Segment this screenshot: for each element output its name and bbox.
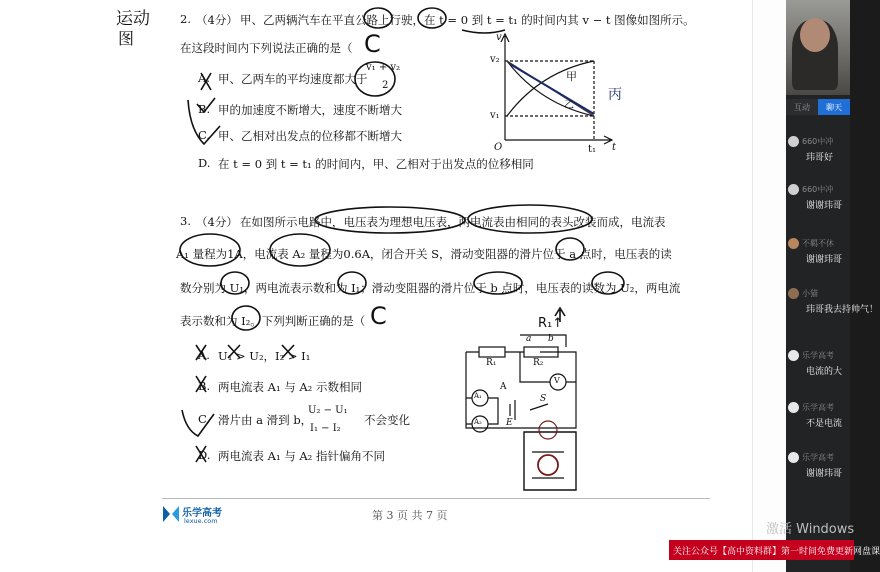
q3-check-c [182,410,214,436]
graph-v1-label: v₁ [490,110,500,121]
chat-text: 玮哥好 [806,153,834,163]
windows-activation-watermark: 激活 Windows [766,522,855,537]
circuit-a-top-label: A [500,382,507,392]
footer-page-number: 第 3 页 共 7 页 [372,509,448,522]
q3-points: （4分） [196,215,238,229]
tab-chat[interactable]: 聊天 [818,99,850,115]
graph-origin-label: O [494,142,503,153]
q2-mark-b [197,98,215,112]
q3-circle-b-point [474,272,522,294]
q3-cross-a [196,345,206,360]
avatar [788,136,799,147]
gutter-strip [752,0,787,572]
graph-jia-label: 甲 [566,70,577,83]
q3-circle-a1-range [180,234,240,266]
chat-username: 小猫 [802,289,818,298]
circuit-v-label: V [554,376,560,385]
q3-cross-b [196,376,206,392]
q2-option-c-label: C. [198,128,211,142]
chat-message [788,238,850,265]
circuit-a-label: a [526,334,532,344]
chat-message [788,452,850,479]
chat-text: 谢谢玮哥 [806,469,843,479]
q3-number: 3. [180,214,191,228]
ammeter-parallel [466,398,498,424]
q3-stem-line-3: 数分别为 U₁，两电流表示数和为 I₁；滑动变阻器的滑片位于 b 点时，电压表的读数为 U₂，两电流 [180,281,681,295]
q2-option-a-formula-numerator: v₁ + v₂ [366,62,401,73]
q3-circle-same-head [468,205,592,233]
q3-cross-i [282,345,294,358]
graph-t-axis-label: t [612,142,617,153]
q3-cross-u [228,345,240,358]
graph-yi-label: 乙 [564,100,574,111]
tab-interaction[interactable]: 互动 [786,99,818,115]
graph-v2-label: v₂ [490,54,500,65]
chat-message [788,136,850,163]
live-class-panel [786,0,879,572]
chat-message [788,184,850,211]
q3-stem-line-1: 在如图所示电路中，电压表为理想电压表，两电流表由相同的表头改装而成，电流表 [240,215,666,229]
q3-option-c-label: C. [198,412,211,426]
circuit-e-label: E [506,418,513,428]
chat-username: 乐学高考 [802,453,834,462]
q3-circuit-diagram [466,308,576,490]
chat-text: 电流的大 [806,367,843,377]
q3-circle-a-point [556,238,584,260]
resistor-r1 [479,347,505,357]
circuit-s-label: S [540,394,547,404]
battery-e [510,400,515,420]
q2-option-a-formula-denominator: 2 [382,80,389,91]
redrawn-circuit-box [524,432,576,490]
q2-option-b-text: 甲的加速度不断增大，速度不断增大 [218,103,402,117]
teacher-video-feed [786,0,850,95]
chat-message [788,350,850,377]
avatar [788,452,799,463]
chat-username: 660中冲 [802,137,834,146]
q2-option-d-label: D. [198,156,211,170]
footer-logo-name: 乐学高考 [182,508,222,519]
q3-handwritten-answer: C [370,302,387,330]
q2-cross-a [201,73,211,90]
graph-v-axis-label: v [496,32,502,43]
redrawn-ammeter-top [539,421,557,439]
switch-s [530,404,548,410]
circuit-r2-label: R₂ [533,358,544,368]
q3-cross-d [196,446,206,462]
q2-check-c [188,100,220,144]
chat-text: 谢谢玮哥 [806,255,843,265]
q2-circle-t1 [418,8,446,28]
q2-circle-t0 [364,8,392,28]
graph-handwritten-bing: 丙 [608,87,622,103]
q3-option-c-formula-numerator: U₂ − U₁ [308,405,348,416]
q2-stem-line-1: 甲、乙两辆汽车在平直公路上行驶，在 t = 0 到 t = t₁ 的时间内其 v − t 图像如图所示。 [240,13,695,27]
chat-tab-bar [786,99,850,115]
q2-points: （4分） [196,13,238,27]
avatar [788,288,799,299]
q2-handwritten-answer: C [364,30,381,58]
q3-option-b-label: B. [198,379,211,393]
hand-drawn-line-bing [510,64,594,114]
chat-username: 660中冲 [802,185,834,194]
q3-stem-line-4: 表示数和为 I₂。下列判断正确的是（ [180,314,366,328]
q3-option-c-formula-denominator: I₁ − I₂ [310,423,341,434]
q3-option-c-text: 滑片由 a 滑到 b， [218,413,313,427]
q2-option-a-text: 甲、乙两车的平均速度都大于 [218,72,368,86]
q3-option-a-label: A. [198,348,210,362]
promo-banner: 关注公众号【高中资料群】第一时间免费更新网盘课 [669,540,854,560]
footer-logo-domain: lexue.com [184,517,218,525]
avatar [788,184,799,195]
avatar [788,350,799,361]
avatar [788,402,799,413]
q2-vt-graph [501,34,612,144]
q2-option-b-label: B. [198,102,211,116]
margin-handwritten-note-b: 图 [118,29,135,48]
q3-annotations [180,205,624,462]
q3-circle-a2-range [270,234,330,266]
chat-username: 乐学高考 [802,403,834,412]
q3-option-c-tail: 不会变化 [364,413,410,427]
chat-text: 谢谢玮哥 [806,201,843,211]
chat-text: 玮哥我去持帅气！ [806,305,879,315]
q2-option-c-text: 甲、乙相对出发点的位移都不断增大 [218,129,402,143]
circuit-a1-label: A₁ [474,392,482,400]
margin-handwritten-note-a: 运动 [116,9,150,29]
circuit-b-label: b [548,334,554,344]
q3-circle-u1 [221,272,249,294]
q3-option-d-text: 两电流表 A₁ 与 A₂ 指针偏角不同 [218,449,385,463]
q2-option-d-text: 在 t = 0 到 t = t₁ 的时间内，甲、乙相对于出发点的位移相同 [218,157,534,171]
q3-circle-u2 [592,272,624,294]
t-axis [505,136,612,144]
circuit-a2-label: A₂ [474,418,482,426]
chat-username: 乐学高考 [802,351,834,360]
q3-option-b-text: 两电流表 A₁ 与 A₂ 示数相同 [218,380,362,394]
v-axis [501,34,509,140]
chat-message [788,288,879,315]
chat-username: 不羁不休 [802,239,834,248]
chat-message [788,402,850,429]
q3-option-d-label: D. [198,448,211,462]
redrawn-ammeter-mid [538,455,558,475]
q2-number: 2. [180,12,191,26]
avatar [788,238,799,249]
circuit-r1-label: R₁ [486,358,497,368]
q3-stem-line-2: A₁ 量程为1A，电流表 A₂ 量程为0.6A，闭合开关 S，滑动变阻器的滑片位于 a 点时，电压表的读 [176,247,672,261]
chat-text: 不是电流 [806,419,843,429]
graph-t1-label: t₁ [588,144,597,155]
q2-circle-formula [355,62,395,96]
q3-circle-i1 [338,272,366,294]
circuit-handwritten-r1-arrow: R₁↑ [538,316,564,331]
q2-stem-line-2: 在这段时间内下列说法正确的是（ [180,41,353,55]
q3-option-a-text: U₁ > U₂，I₂ > I₁ [218,349,311,363]
q2-option-a-label: A. [198,71,210,85]
q2-annotations [188,8,505,144]
q3-circle-i2 [232,306,260,330]
q3-circle-ideal-voltmeter [315,207,465,233]
